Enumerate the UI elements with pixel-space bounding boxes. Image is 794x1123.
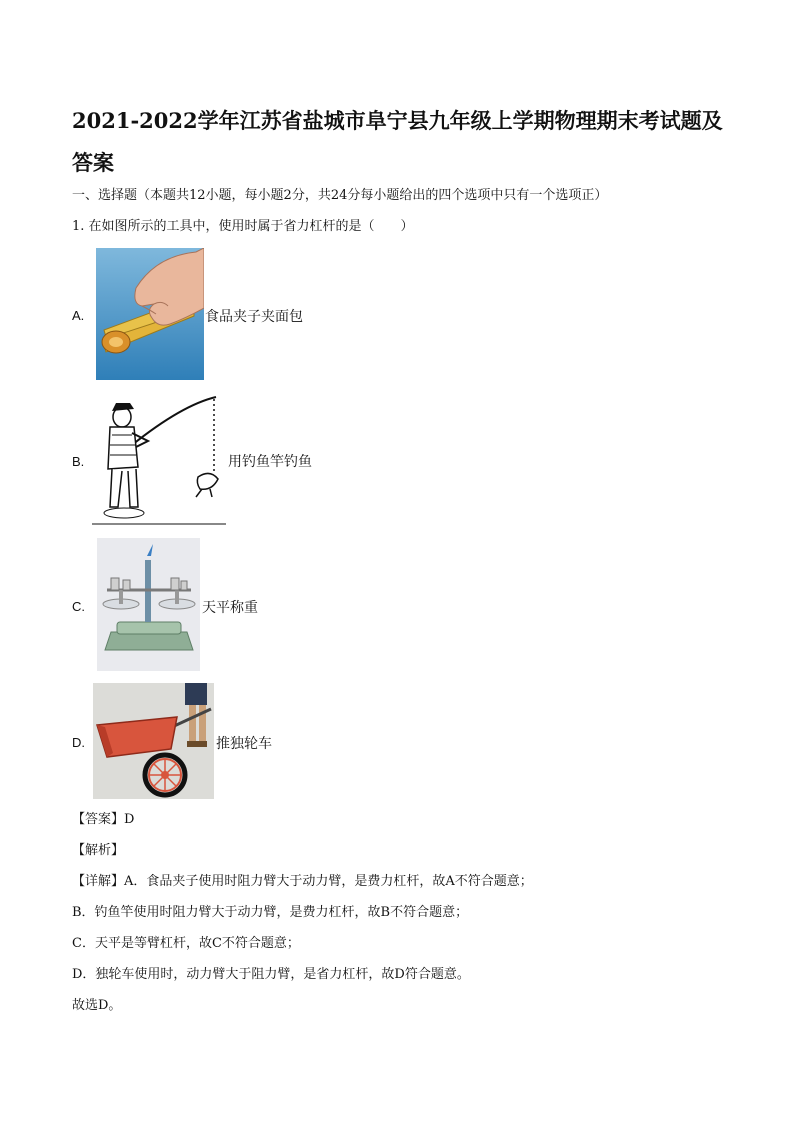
explanation-d: D．独轮车使用时，动力臂大于阻力臂，是省力杠杆，故D符合题意。 (72, 967, 470, 982)
option-c-letter: C. (72, 599, 85, 614)
option-a-letter: A. (72, 308, 85, 323)
explanation-b: B．钓鱼竿使用时阻力臂大于动力臂，是费力杠杆，故B不符合题意； (72, 905, 469, 920)
explanation-a: A．食品夹子使用时阻力臂大于动力臂，是费力杠杆，故A不符合题意； (124, 874, 533, 889)
explanation-c: C．天平是等臂杠杆，故C不符合题意； (72, 936, 300, 951)
option-b-image-fishing (92, 395, 226, 527)
option-d-image-wheelbarrow (93, 683, 214, 799)
option-b-text: 用钓鱼竿钓鱼 (228, 454, 312, 470)
option-c-text: 天平称重 (202, 600, 258, 616)
conclusion: 故选D。 (72, 998, 122, 1013)
option-d-text: 推独轮车 (216, 736, 272, 752)
option-c-image-balance-scale (97, 538, 200, 671)
answer-tag: 【答案】 (72, 812, 125, 827)
option-a-image-food-tongs (96, 248, 204, 380)
detail-tag: 【详解】 (72, 874, 125, 889)
option-b-letter: B. (72, 454, 85, 469)
question-1: 1. 在如图所示的工具中，使用时属于省力杠杆的是（ ） (72, 219, 414, 234)
answer-line (72, 811, 134, 829)
option-d-letter: D. (72, 735, 85, 750)
document-title: 2021-2022学年江苏省盐城市阜宁县九年级上学期物理期末考试题及答案 (72, 108, 723, 175)
answer-value: D (124, 812, 135, 827)
analysis-tag: 【解析】 (72, 843, 125, 858)
explanation-a-line (72, 873, 533, 891)
section-heading: 一、选择题（本题共12小题，每小题2分，共24分每小题给出的四个选项中只有一个选项正） (72, 188, 608, 203)
option-a-text: 食品夹子夹面包 (205, 309, 303, 325)
